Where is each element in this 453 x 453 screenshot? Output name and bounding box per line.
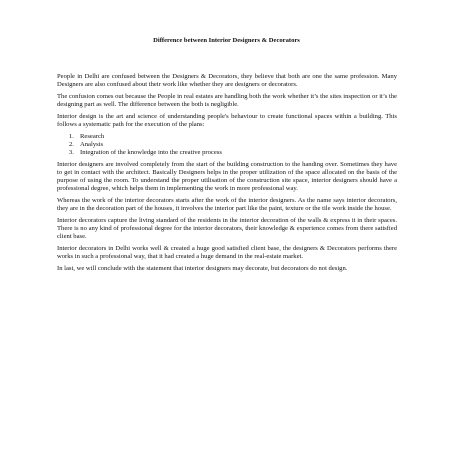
paragraph-interior-designers-role: Interior designers are involved completely from the start of the building construction to the handing over. Sometimes they have to get in contact with the architect. Basically Designers helps in the proper utilization of the space allocated on the basis of the purpose of using the room. To understand the proper utilisation of the construction site space, interior designers should have a professional degree, which helps them in implementing the work in more professional way.	[57, 160, 397, 192]
list-number: 3.	[69, 148, 74, 156]
paragraph-delhi-market: Interior decorators in Delhi works well & created a huge good satisfied client base, the designers & Decorators performs there works in such a professional way, that it had created a huge demand in the real-estate market.	[57, 244, 397, 260]
list-number: 2.	[69, 140, 74, 148]
paragraph-confusion-reason: The confusion comes out because the People in real estates are handling both the work whether it’s the sites inspection or it’s the designing part as well. The difference between the both is negligible.	[57, 93, 397, 108]
list-text: Research	[80, 133, 105, 140]
paragraph-interior-design-definition: Interior design is the art and science of understanding people's behaviour to create functional spaces within a building. This follows a systematic path for the execution of the plans:	[57, 113, 397, 128]
list-item	[57, 149, 397, 157]
design-process-list	[57, 133, 397, 157]
paragraph-decorators-experience: Interior decorators capture the living standard of the residents in the interior decoration of the walls & express it in their spaces. There is no any kind of professional degree for the interior decorators, their knowledge & experience comes from there satisfied client base.	[57, 216, 397, 240]
document-title: Difference between Interior Designers & Decorators	[153, 37, 300, 44]
document-body	[57, 73, 397, 277]
paragraph-conclusion: In last, we will conclude with the statement that interior designers may decorate, but decorators do not design.	[57, 264, 348, 272]
paragraph-confusion-intro: People in Delhi are confused between the Designers & Decorators, they believe that both are one the same profession. Many Designers are also confused about their work like whether they are designers or decorators.	[57, 73, 397, 88]
paragraph-interior-decorators-role: Whereas the work of the interior decorators starts after the work of the interior designers. As the name says interior decorators, they are in the decoration part of the houses, it involves the interior part like the paint, texture or the tile work inside the house.	[57, 196, 397, 212]
list-text: Analysis	[80, 140, 104, 148]
list-text: Integration of the knowledge into the creative process	[80, 148, 222, 156]
list-number: 1.	[69, 133, 74, 140]
list-item	[57, 141, 397, 149]
list-item	[57, 133, 397, 141]
